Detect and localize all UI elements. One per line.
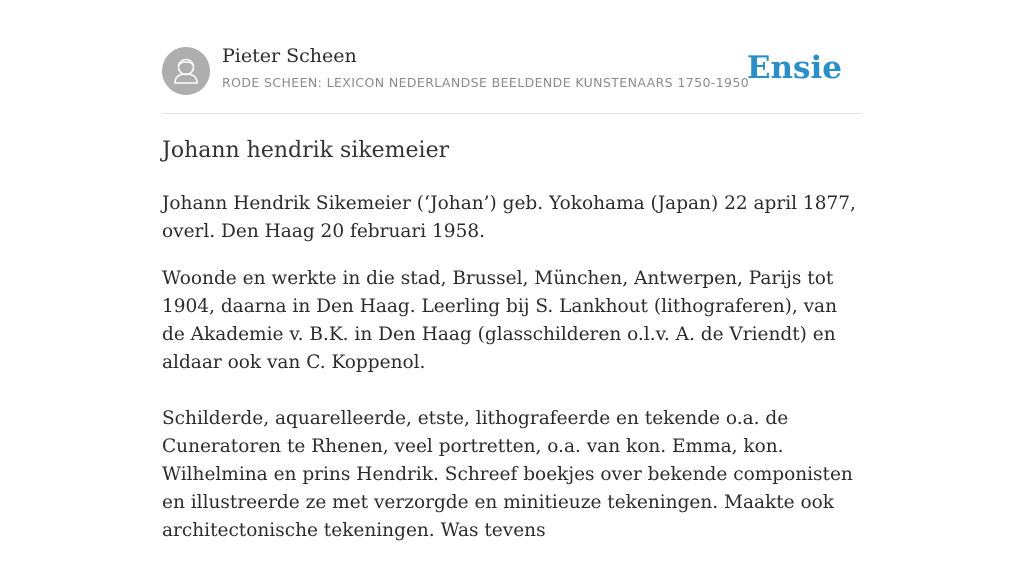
paragraph: Johann Hendrik Sikemeier (‘Johan’) geb. Yokohama (Japan) 22 april 1877, overl. Den Haag 20 februari 1958.	[162, 193, 856, 242]
source-name[interactable]: RODE SCHEEN: LEXICON NEDERLANDSE BEELDENDE KUNSTENAARS 1750-1950	[222, 75, 750, 90]
header	[162, 0, 862, 114]
user-icon	[162, 47, 210, 95]
article-body	[162, 190, 862, 564]
avatar[interactable]	[162, 47, 210, 95]
ensie-logo[interactable]: Ensie	[746, 50, 842, 86]
content-column	[162, 0, 862, 541]
paragraph: Woonde en werkte in die stad, Brussel, München, Antwerpen, Parijs tot 1904, daarna in Den Haag. Leerling bij S. Lankhout (lithograferen), van de Akademie v. B.K. in Den Haag (glasschilderen o.l.v. A. de Vriendt) en aldaar ook van C. Koppenol.	[162, 268, 837, 373]
paragraph: Schilderde, aquarelleerde, etste, lithografeerde en tekende o.a. de Cuneratoren te Rhenen, veel portretten, o.a. van kon. Emma, kon. Wilhelmina en prins Hendrik. Schreef boekjes over bekende componisten en illustreerde ze met verzorgde en minitieuze tekeningen. Maakte ook architectonische tekeningen. Was tevens	[162, 408, 853, 541]
author-name[interactable]: Pieter Scheen	[222, 45, 357, 67]
page-title: Johann hendrik sikemeier	[162, 138, 450, 163]
